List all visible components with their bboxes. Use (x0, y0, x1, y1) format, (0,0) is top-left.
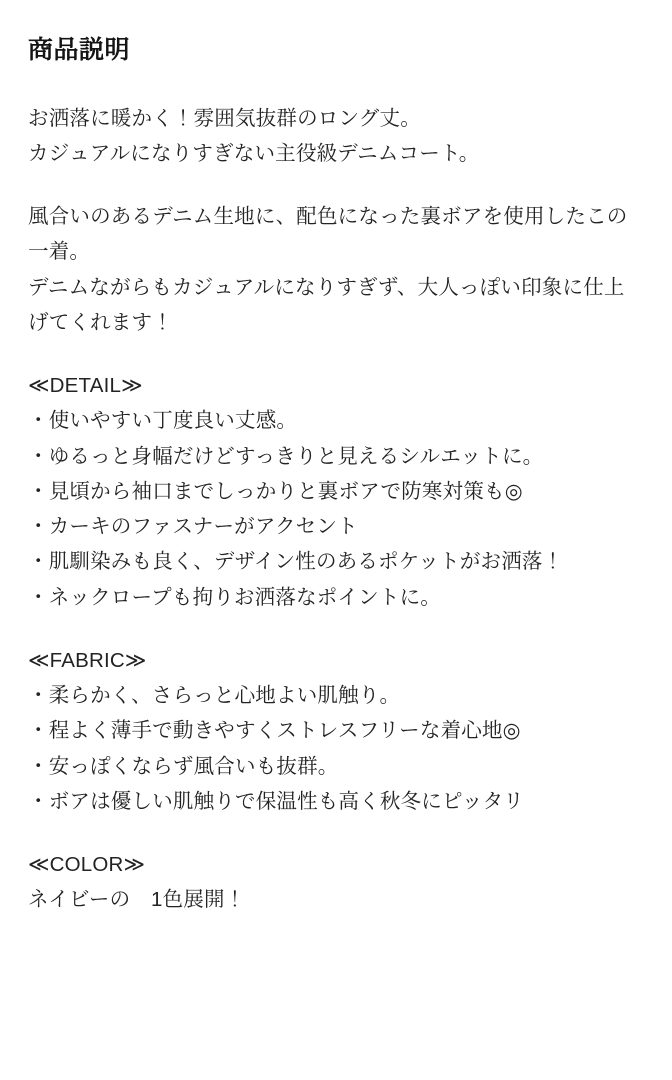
detail-section-heading: ≪DETAIL≫ (28, 374, 143, 397)
body-line: 風合いのあるデニム生地に、配色になった裏ボアを使用したこの一着。 (28, 205, 628, 264)
intro-line: カジュアルになりすぎない主役級デニムコート。 (28, 141, 480, 165)
list-item: ネイビーの 1色展開！ (28, 888, 246, 912)
list-item: ・肌馴染みも良く、デザイン性のあるポケットがお洒落！ (28, 550, 564, 574)
intro-line: お洒落に暖かく！雰囲気抜群のロング丈。 (28, 106, 421, 130)
detail-list (28, 403, 644, 615)
list-item: ・ゆるっと身幅だけどすっきりと見えるシルエットに。 (28, 444, 544, 468)
body-line: デニムながらもカジュアルになりすぎず、大人っぽい印象に仕上げてくれます！ (28, 275, 625, 334)
list-item: ・ネックロープも拘りお洒落なポイントに。 (28, 585, 441, 609)
fabric-section-heading: ≪FABRIC≫ (28, 648, 147, 672)
list-item: ・安っぽくならず風合いも抜群。 (28, 754, 339, 778)
list-item: ・程よく薄手で動きやすくストレスフリーな着心地◎ (28, 719, 521, 743)
fabric-list (28, 678, 644, 819)
fabric-section (28, 643, 644, 819)
color-section (28, 847, 644, 918)
page-title: 商品説明 (28, 36, 131, 64)
list-item: ・柔らかく、さらっと心地よい肌触り。 (28, 684, 401, 707)
list-item: ・カーキのファスナーがアクセント (28, 515, 358, 538)
intro-block (28, 101, 644, 172)
detail-section (28, 368, 644, 615)
list-item: ・見頃から袖口までしっかりと裏ボアで防寒対策も◎ (28, 479, 523, 503)
color-list (28, 882, 644, 917)
list-item: ・使いやすい丁度良い丈感。 (28, 409, 298, 433)
list-item: ・ボアは優しい肌触りで保温性も高く秋冬にピッタリ (28, 789, 524, 813)
color-section-heading: ≪COLOR≫ (28, 853, 146, 876)
body-block (28, 199, 644, 340)
